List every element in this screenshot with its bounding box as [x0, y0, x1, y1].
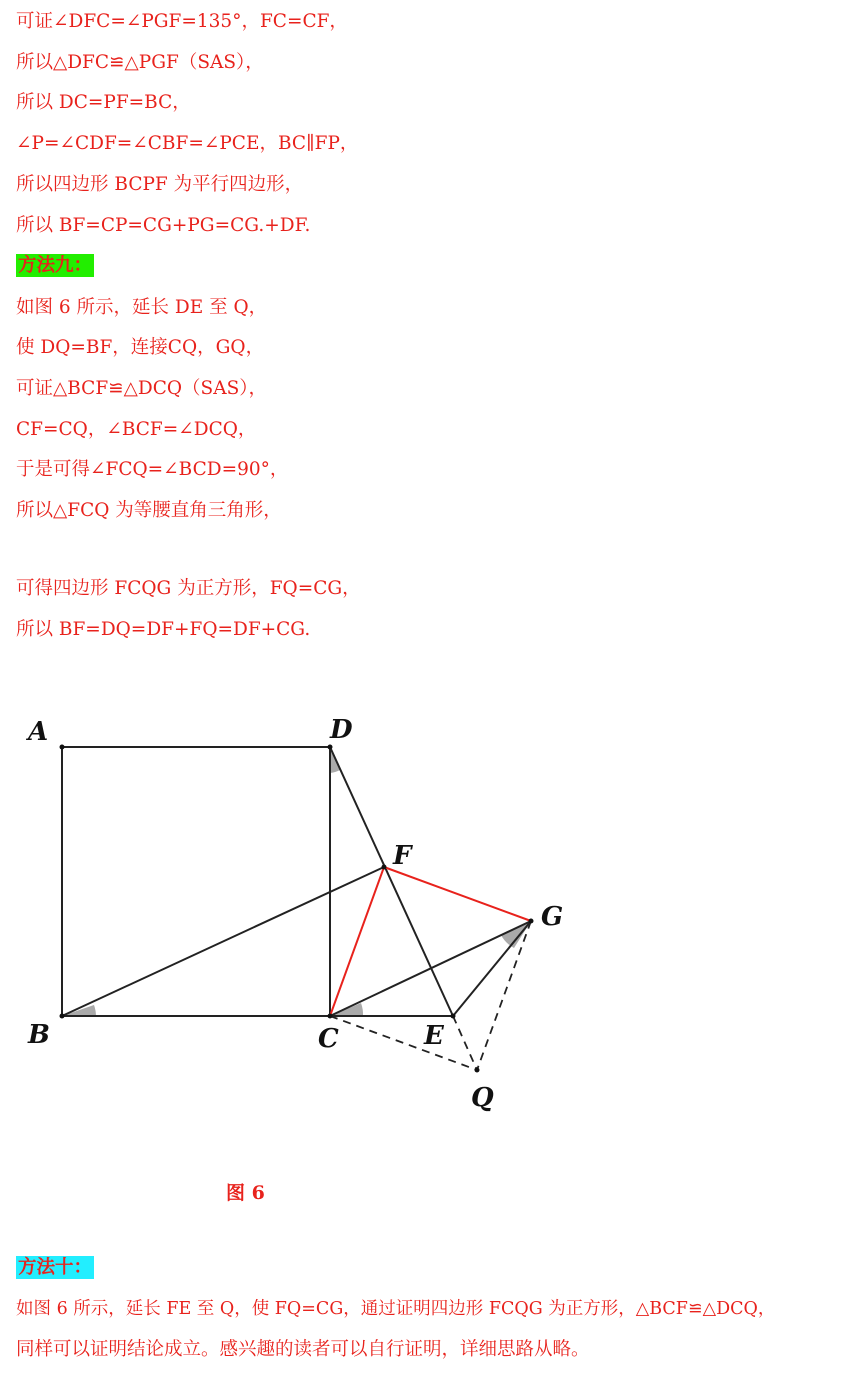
- point-g: [529, 919, 534, 924]
- text-line: 所以 DC=PF=BC，: [16, 92, 191, 113]
- segment-de: [330, 747, 453, 1016]
- text-line: 于是可得∠FCQ=∠BCD=90°，: [16, 459, 289, 480]
- text-line: 可证∠DFC=∠PGF=135°，FC=CF，: [16, 11, 348, 32]
- point-d: [328, 745, 333, 750]
- label-g: G: [541, 902, 564, 932]
- label-e: E: [424, 1021, 444, 1051]
- label-f: F: [393, 841, 412, 871]
- text-line: 如图 6 所示，延长 DE 至 Q，: [16, 297, 268, 318]
- label-d: D: [330, 715, 353, 745]
- segment-bf: [62, 867, 384, 1016]
- text-line: 如图 6 所示，延长 FE 至 Q，使 FQ=CG，通过证明四边形 FCQG 为正方形，△BCF≌△DCQ，: [16, 1299, 776, 1319]
- point-f: [382, 865, 387, 870]
- geometry-figure: [0, 690, 850, 1130]
- method9-heading: [16, 253, 94, 279]
- text-line: 可证△BCF≌△DCQ（SAS），: [16, 378, 267, 399]
- point-a: [60, 745, 65, 750]
- text-line: 可得四边形 FCQG 为正方形，FQ=CG，: [16, 578, 361, 599]
- point-e: [451, 1014, 456, 1019]
- label-b: B: [28, 1020, 50, 1050]
- figure-caption: 图 6: [226, 1182, 265, 1204]
- point-c: [328, 1014, 333, 1019]
- text-line: ∠P=∠CDF=∠CBF=∠PCE，BC∥FP，: [16, 133, 359, 154]
- text-line: 使 DQ=BF，连接CQ，GQ，: [16, 337, 265, 358]
- method10-heading-label: 方法十：: [18, 1257, 93, 1278]
- method9-heading-label: 方法九：: [18, 255, 93, 276]
- segment-cq: [330, 1016, 477, 1070]
- label-q: Q: [471, 1083, 494, 1113]
- point-b: [60, 1014, 65, 1019]
- point-q: [475, 1068, 480, 1073]
- text-line: 所以△DFC≌△PGF（SAS），: [16, 52, 264, 73]
- text-line: CF=CQ，∠BCF=∠DCQ，: [16, 419, 257, 440]
- segment-eg: [453, 921, 531, 1016]
- label-a: A: [28, 717, 49, 747]
- red-lines: [330, 867, 531, 1016]
- text-line: 所以△FCQ 为等腰直角三角形，: [16, 500, 282, 521]
- text-line: 所以 BF=CP=CG+PG=CG.+DF.: [16, 215, 311, 236]
- method10-heading: [16, 1255, 94, 1281]
- segment-eq: [453, 1016, 477, 1070]
- text-line: 所以四边形 BCPF 为平行四边形，: [16, 174, 304, 195]
- text-line: 所以 BF=DQ=DF+FQ=DF+CG.: [16, 619, 311, 640]
- label-c: C: [318, 1024, 339, 1054]
- black-lines: [62, 747, 531, 1016]
- text-line: 同样可以证明结论成立。感兴趣的读者可以自行证明，详细思路从略。: [16, 1339, 590, 1360]
